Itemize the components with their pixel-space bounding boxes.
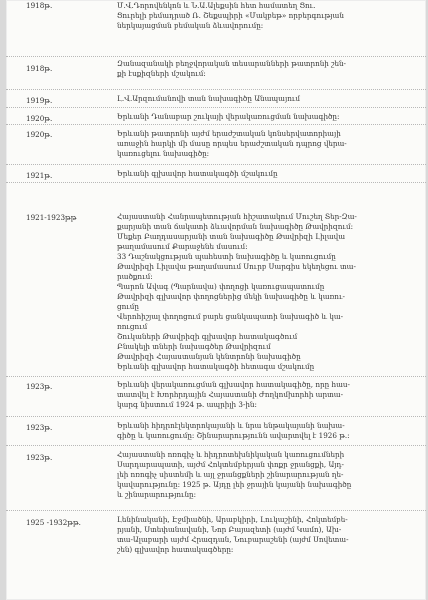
list-item	[6, 124, 426, 158]
list-item	[6, 416, 426, 440]
entry-date: 1918թ.	[26, 1, 53, 10]
text-line: Լ.Վ.Արզումանովի տան նախագիծը Անապայում	[117, 94, 300, 103]
text-line: Մ.Վ.Դորովենկոն և Ն.Ա.Ալեքսին հետ համատեղ Ցու.	[117, 1, 316, 10]
entry-date: 1921-1923թթ	[26, 213, 77, 222]
text-line: Թավրիզի Լիլավա թաղամասում Սուրբ Սարգիս եկեղեցու տա-	[117, 262, 356, 271]
entry-text	[117, 450, 405, 500]
text-line: լեի ոռոգիչ սիստեմի և այլ ջրանցքների շինարարության ղե-	[117, 470, 344, 479]
entry-text	[117, 94, 405, 104]
text-line: թաղամասում Քարաջենե մասում:	[117, 242, 248, 251]
text-line: Երևանի գլխավոր հատակագծի հետագա մշակումը	[117, 362, 315, 371]
text-line: Լենինականի, Էջմիածնի, Արաբկիրի, Լուկաշինի, Հոկտեմբե-	[117, 515, 348, 524]
text-line: Հայաստանի Հանրապետության հիշատակում Մուշեղ Տեր-Զա-	[117, 212, 357, 221]
text-line: Թավրիզի Հայաստանյան կենտրոնի նախագիծը	[117, 352, 301, 361]
text-line: Պարոն Ավագ (Պարնավա) փողոցի կառուցապատումը	[117, 282, 325, 291]
entry-date: 1919թ.	[26, 96, 53, 105]
entry-text	[117, 129, 405, 159]
text-line: տատվել է Խորհրդային Հայաստանի Ժողկոմխորհի արտա-	[117, 390, 344, 399]
text-line: Բնակելի տների նախագծեր Թավրիզում	[117, 342, 271, 351]
text-line: Շուկաների Թավրիզի գլխավոր հատակագծում	[117, 332, 298, 341]
document-page	[6, 0, 426, 600]
list-item	[6, 445, 426, 499]
text-line: Երևանի գլխավոր հատակագծի մշակումը	[117, 169, 278, 178]
entry-date: 1920թ.	[26, 114, 53, 123]
text-line: ռուցում	[117, 322, 148, 331]
list-item	[6, 376, 426, 409]
entry-text	[117, 515, 405, 555]
text-line: ներկայացման բեմական ձևավորումը:	[117, 21, 264, 30]
entry-text	[117, 169, 405, 179]
text-line: Մեքեր Բաղդասարյանի տան նախագիծը Թավրիզի Լիլավա	[117, 232, 346, 241]
entry-text	[117, 212, 405, 372]
text-line: Թավրիզի գլխավոր փողոցներից մեկի նախագիծը և կառու-	[117, 292, 345, 301]
entry-text	[117, 112, 405, 122]
text-line: Հայաստանի ոռոգիչ և հիդրոտեխնիկական կառուցումների	[117, 450, 345, 459]
entry-date: 1923թ.	[26, 382, 53, 391]
text-line: ցումը	[117, 302, 139, 311]
list-item	[6, 164, 426, 180]
text-line: առաջին հարկի մի մասը որպես երաժշտական դպրոց վերա-	[117, 139, 347, 148]
entry-text	[117, 1, 405, 31]
entry-date: 1920թ.	[26, 130, 53, 139]
text-line: կարգ նիստում 1924 թ. ապրիլի 3-ին:	[117, 400, 257, 409]
text-line: Երևանի Դանաբար շուկայի վերակառուցման նախագիծը:	[117, 112, 340, 121]
text-line: քարյանի տան ճակատի ձևավորման նախագիծը Թավրիզում:	[117, 222, 354, 231]
text-line: Երևանի վերակառուցման գլխավոր հատակագիծը, որը հաս-	[117, 380, 350, 389]
entry-date: 1925 -1932թթ.	[26, 518, 81, 527]
text-line: կառուցելու նախագիծը:	[117, 149, 210, 158]
entry-text	[117, 380, 405, 410]
text-line: տա-Ալաբարի այժմ Հրազդան, Նուբարաշենի (այժմ Սովետա-	[117, 535, 349, 544]
text-line: կավարությունը: 1925 թ. Այդը լեի ջրային կայանի նախագիծը	[117, 480, 352, 489]
text-line: րյանի, Ստեփանավանի, Նոր Բայազետի (այժմ Կամո), Ախ-	[117, 525, 342, 534]
list-item	[6, 56, 426, 78]
text-line: Զանազանակի բեղջվորական տեսարանների թատրոնի շեն-	[117, 59, 346, 68]
entry-date: 1921թ.	[26, 171, 53, 180]
text-line: 33 Դաշնակցության պահեստի նախագիծը և կառուցումը	[117, 252, 336, 261]
entry-text	[117, 421, 405, 441]
text-line: Երևանի հիդրոէլեկտրոկայանի և նրա ենթակայանի նախա-	[117, 421, 345, 430]
text-line: Սարդարապատի, այժմ Հոկտեմբերյան փոքր ջրանցքի, Այդ-	[117, 460, 344, 469]
text-line: Ցուրելի բեմադրած Ռ. Շեքսպիրի «Մակբեթ» որբերգության	[117, 11, 344, 20]
text-line: գիծը և կառուցումը: Շինարարությունն ավարտվել է 1926 թ.:	[117, 431, 350, 440]
entry-text	[117, 59, 405, 79]
text-line: քի էսքիզների մշակում:	[117, 69, 206, 78]
text-line: շեն) գլխավոր հատակագծերը:	[117, 545, 234, 554]
entry-date: 1923թ.	[26, 453, 53, 462]
list-item	[6, 510, 426, 554]
text-line: և շինարարությունը:	[117, 490, 197, 499]
text-line: Վերոհիշյալ փողոցում բարե ցանկապատի նախագիծ և կա-	[117, 312, 344, 321]
text-line: Երևանի թատրոնի այժմ երաժշտական կոնսերվատորիայի	[117, 129, 341, 138]
entry-date: 1918թ.	[26, 64, 53, 73]
list-item	[6, 182, 426, 371]
text-line: րածքում:	[117, 272, 153, 281]
entry-date: 1923թ.	[26, 423, 53, 432]
list-item	[6, 89, 426, 105]
list-item	[6, 107, 426, 123]
